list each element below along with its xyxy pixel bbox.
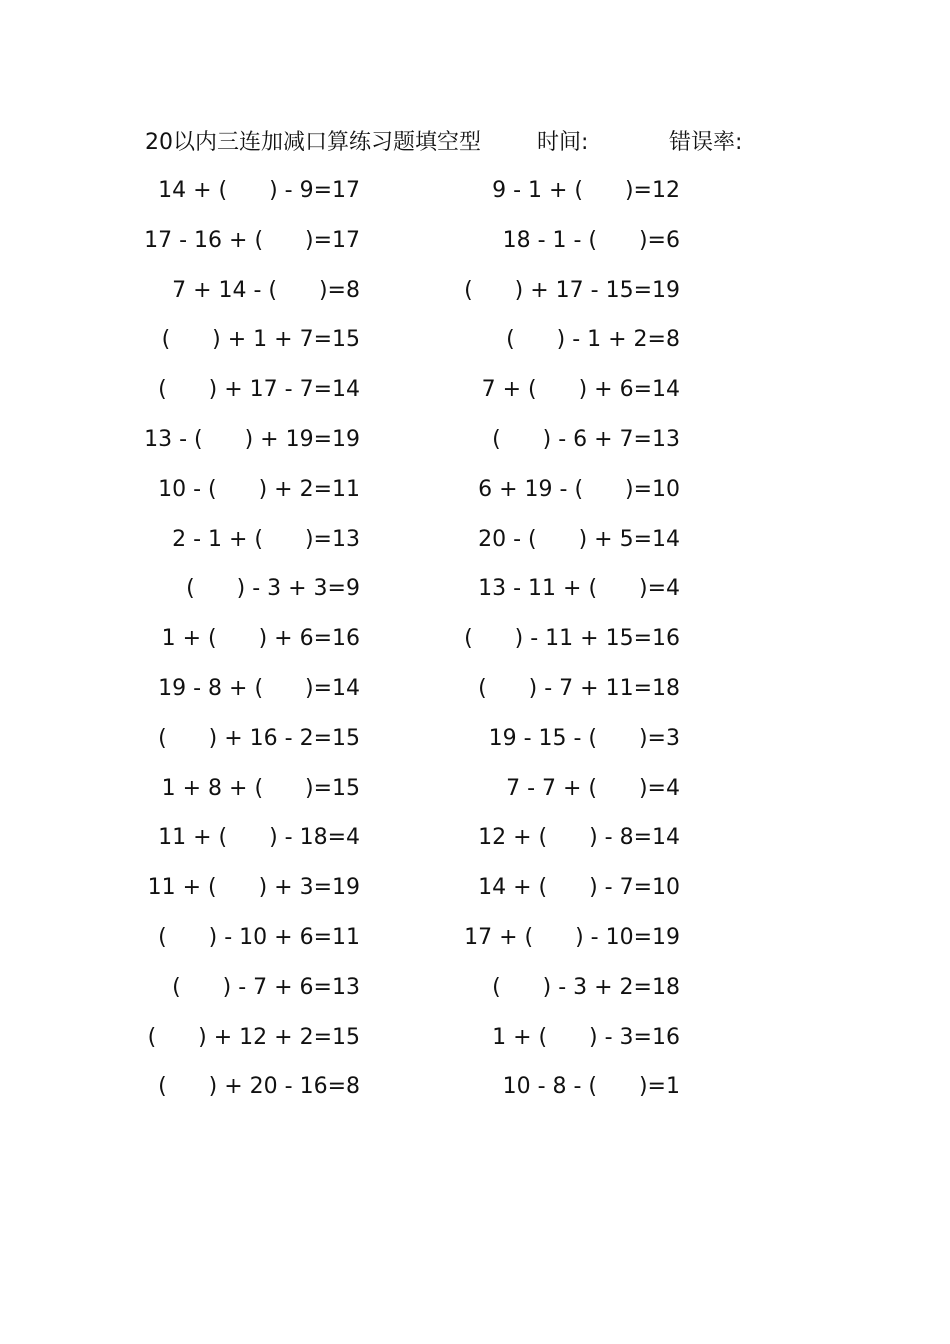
problem-item: 6 + 19 - ( )=10 [478, 476, 680, 502]
worksheet-title: 20以内三连加减口算练习题填空型 [145, 130, 481, 155]
left-problem-column [100, 173, 360, 1119]
worksheet-header [145, 126, 785, 160]
problem-item: 7 + 14 - ( )=8 [172, 277, 360, 303]
problem-item: 7 - 7 + ( )=4 [506, 775, 680, 801]
problem-item: 9 - 1 + ( )=12 [492, 178, 680, 203]
problem-item: 14 + ( ) - 9=17 [158, 178, 360, 203]
problem-item: ( ) - 3 + 2=18 [492, 974, 680, 1000]
problem-item: ( ) - 6 + 7=13 [492, 426, 680, 452]
problem-item: ( ) - 7 + 11=18 [478, 675, 680, 701]
problem-item: 1 + 8 + ( )=15 [161, 775, 360, 801]
problem-item: 10 - ( ) + 2=11 [158, 476, 360, 502]
problem-item: 13 - ( ) + 19=19 [144, 426, 360, 452]
problem-item: 1 + ( ) - 3=16 [492, 1024, 680, 1050]
problem-item: 17 - 16 + ( )=17 [144, 227, 360, 253]
problem-item: 18 - 1 - ( )=6 [502, 227, 680, 253]
problem-item: 19 - 15 - ( )=3 [488, 725, 680, 751]
problem-item: 11 + ( ) - 18=4 [158, 825, 360, 851]
problem-item: 20 - ( ) + 5=14 [478, 526, 680, 552]
problem-item: ( ) + 20 - 16=8 [158, 1074, 360, 1100]
right-problem-column [420, 173, 680, 1119]
problem-item: ( ) - 3 + 3=9 [186, 576, 360, 602]
problem-item: 19 - 8 + ( )=14 [158, 675, 360, 701]
problem-item: 13 - 11 + ( )=4 [478, 576, 680, 602]
problem-item: ( ) + 1 + 7=15 [161, 327, 360, 353]
problem-item: 17 + ( ) - 10=19 [464, 924, 680, 950]
problem-item: ( ) - 11 + 15=16 [464, 626, 680, 652]
problem-item: ( ) - 1 + 2=8 [506, 327, 680, 353]
problem-item: ( ) - 10 + 6=11 [158, 924, 360, 950]
problem-item: 7 + ( ) + 6=14 [481, 377, 680, 403]
problem-item: ( ) + 17 - 15=19 [464, 277, 680, 303]
problem-item: 14 + ( ) - 7=10 [478, 875, 680, 901]
problem-item: 2 - 1 + ( )=13 [172, 526, 360, 552]
error-rate-label: 错误率: [669, 130, 743, 155]
problem-item: ( ) + 16 - 2=15 [158, 725, 360, 751]
problem-item: 10 - 8 - ( )=1 [502, 1074, 680, 1100]
problem-item: 11 + ( ) + 3=19 [147, 875, 360, 901]
problem-item: ( ) + 12 + 2=15 [147, 1024, 360, 1050]
problem-item: ( ) + 17 - 7=14 [158, 377, 360, 403]
problem-item: ( ) - 7 + 6=13 [172, 974, 360, 1000]
problem-item: 12 + ( ) - 8=14 [478, 825, 680, 851]
time-label: 时间: [537, 130, 589, 155]
problem-item: 1 + ( ) + 6=16 [161, 626, 360, 652]
